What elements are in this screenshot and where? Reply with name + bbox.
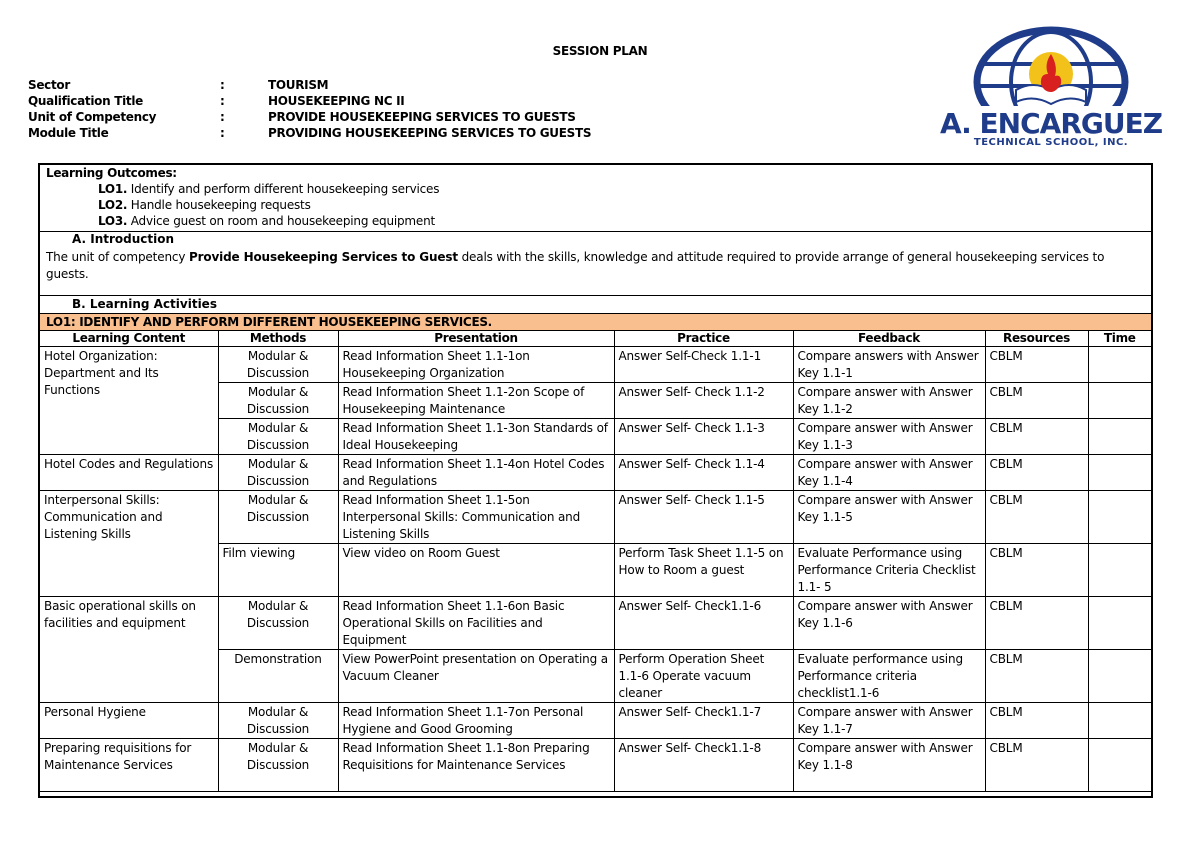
meta-value: HOUSEKEEPING NC II [268, 94, 405, 108]
cell-practice: Perform Operation Sheet 1.1-6 Operate vacuum cleaner [614, 650, 793, 703]
logo-subtitle: TECHNICAL SCHOOL, INC. [973, 137, 1129, 148]
table-row [40, 703, 1151, 739]
cell-presentation: View video on Room Guest [338, 544, 614, 597]
lo-text: Identify and perform different housekeeping services [127, 182, 440, 196]
meta-label: Qualification Title [28, 94, 144, 108]
cell-method: Modular & Discussion [218, 419, 338, 455]
cell-presentation: View PowerPoint presentation on Operating a Vacuum Cleaner [338, 650, 614, 703]
cell-resources: CBLM [985, 739, 1088, 792]
cell-method: Modular & Discussion [218, 491, 338, 544]
lo1-heading-band: LO1: IDENTIFY AND PERFORM DIFFERENT HOUSEKEEPING SERVICES. [40, 313, 1151, 331]
cell-method: Modular & Discussion [218, 383, 338, 419]
introduction-text [46, 249, 1145, 283]
column-header: Methods [218, 331, 338, 347]
meta-colon: : [220, 94, 225, 108]
meta-block [28, 77, 591, 141]
session-plan-frame [38, 163, 1153, 798]
cell-method: Modular & Discussion [218, 597, 338, 650]
cell-feedback: Compare answer with Answer Key 1.1-4 [793, 455, 985, 491]
cell-content: Hotel Codes and Regulations [40, 455, 218, 491]
logo-name: A. ENCARGUEZ [939, 107, 1163, 140]
cell-presentation: Read Information Sheet 1.1-7on Personal Hygiene and Good Grooming [338, 703, 614, 739]
cell-presentation: Read Information Sheet 1.1-8on Preparing Requisitions for Maintenance Services [338, 739, 614, 792]
cell-resources: CBLM [985, 650, 1088, 703]
cell-feedback: Compare answer with Answer Key 1.1-5 [793, 491, 985, 544]
lo-code: LO2. [98, 198, 128, 212]
cell-time [1088, 419, 1151, 455]
cell-presentation: Read Information Sheet 1.1-2on Scope of Housekeeping Maintenance [338, 383, 614, 419]
learning-outcomes [46, 165, 1147, 231]
cell-feedback: Compare answer with Answer Key 1.1-2 [793, 383, 985, 419]
meta-row-unit [28, 109, 591, 125]
learning-activities-heading: B. Learning Activities [72, 297, 217, 311]
introduction-heading: A. Introduction [72, 232, 175, 246]
cell-resources: CBLM [985, 347, 1088, 383]
cell-method: Demonstration [218, 650, 338, 703]
cell-practice: Answer Self- Check1.1-6 [614, 597, 793, 650]
cell-presentation: Read Information Sheet 1.1-1on Housekeeping Organization [338, 347, 614, 383]
column-header: Learning Content [40, 331, 218, 347]
column-header: Time [1088, 331, 1151, 347]
intro-text-before: The unit of competency [46, 250, 189, 264]
lo-item [46, 181, 1147, 197]
lo-code: LO1. [98, 182, 128, 196]
cell-feedback: Evaluate performance using Performance criteria checklist1.1-6 [793, 650, 985, 703]
lo-item [46, 213, 1147, 229]
meta-value: TOURISM [268, 78, 329, 92]
meta-row-qualification [28, 93, 591, 109]
cell-method: Modular & Discussion [218, 703, 338, 739]
column-header: Feedback [793, 331, 985, 347]
cell-method: Modular & Discussion [218, 347, 338, 383]
cell-time [1088, 650, 1151, 703]
cell-presentation: Read Information Sheet 1.1-5on Interpersonal Skills: Communication and Listening Skills [338, 491, 614, 544]
page-title: SESSION PLAN [552, 44, 648, 58]
meta-colon: : [220, 78, 225, 92]
cell-resources: CBLM [985, 703, 1088, 739]
table-row [40, 597, 1151, 650]
column-header: Presentation [338, 331, 614, 347]
cell-feedback: Compare answer with Answer Key 1.1-3 [793, 419, 985, 455]
divider [40, 295, 1151, 296]
cell-practice: Answer Self- Check1.1-7 [614, 703, 793, 739]
table-row [40, 491, 1151, 544]
cell-practice: Answer Self- Check 1.1-2 [614, 383, 793, 419]
table-row [40, 739, 1151, 792]
table-row [40, 347, 1151, 383]
meta-row-sector [28, 77, 591, 93]
meta-colon: : [220, 126, 225, 140]
school-logo [939, 24, 1163, 148]
column-header: Practice [614, 331, 793, 347]
cell-presentation: Read Information Sheet 1.1-6on Basic Operational Skills on Facilities and Equipment [338, 597, 614, 650]
cell-time [1088, 347, 1151, 383]
cell-feedback: Compare answer with Answer Key 1.1-7 [793, 703, 985, 739]
cell-practice: Answer Self- Check 1.1-4 [614, 455, 793, 491]
cell-presentation: Read Information Sheet 1.1-3on Standards of Ideal Housekeeping [338, 419, 614, 455]
cell-content: Hotel Organization: Department and Its Functions [40, 347, 218, 455]
cell-presentation: Read Information Sheet 1.1-4on Hotel Codes and Regulations [338, 455, 614, 491]
cell-content: Basic operational skills on facilities and equipment [40, 597, 218, 703]
cell-content: Interpersonal Skills: Communication and Listening Skills [40, 491, 218, 597]
column-header: Resources [985, 331, 1088, 347]
meta-label: Module Title [28, 126, 109, 140]
cell-method: Modular & Discussion [218, 455, 338, 491]
cell-time [1088, 455, 1151, 491]
cell-time [1088, 739, 1151, 792]
cell-practice: Answer Self- Check1.1-8 [614, 739, 793, 792]
cell-resources: CBLM [985, 491, 1088, 544]
meta-colon: : [220, 110, 225, 124]
cell-time [1088, 597, 1151, 650]
learning-activities-table [40, 331, 1151, 792]
intro-text-bold: Provide Housekeeping Services to Guest [188, 250, 458, 264]
cell-feedback: Compare answer with Answer Key 1.1-6 [793, 597, 985, 650]
lo-code: LO3. [98, 214, 128, 228]
cell-feedback: Evaluate Performance using Performance Criteria Checklist 1.1- 5 [793, 544, 985, 597]
cell-feedback: Compare answers with Answer Key 1.1-1 [793, 347, 985, 383]
cell-time [1088, 544, 1151, 597]
cell-time [1088, 491, 1151, 544]
meta-value: PROVIDING HOUSEKEEPING SERVICES TO GUESTS [268, 126, 592, 140]
cell-practice: Answer Self- Check 1.1-5 [614, 491, 793, 544]
lo-text: Advice guest on room and housekeeping equipment [127, 214, 435, 228]
cell-resources: CBLM [985, 597, 1088, 650]
cell-resources: CBLM [985, 455, 1088, 491]
cell-time [1088, 383, 1151, 419]
cell-resources: CBLM [985, 383, 1088, 419]
intro-text-after: deals with the skills, knowledge and attitude required to provide arrange of general housekeeping services to guests. [46, 250, 1105, 281]
meta-label: Unit of Competency [28, 110, 157, 124]
cell-practice: Answer Self- Check 1.1-3 [614, 419, 793, 455]
table-row [40, 455, 1151, 491]
cell-resources: CBLM [985, 419, 1088, 455]
cell-content: Preparing requisitions for Maintenance Services [40, 739, 218, 792]
cell-method: Film viewing [218, 544, 338, 597]
learning-outcomes-heading: Learning Outcomes: [46, 166, 177, 180]
lo-text: Handle housekeeping requests [127, 198, 311, 212]
cell-practice: Answer Self-Check 1.1-1 [614, 347, 793, 383]
cell-practice: Perform Task Sheet 1.1-5 on How to Room a guest [614, 544, 793, 597]
lo-item [46, 197, 1147, 213]
cell-time [1088, 703, 1151, 739]
meta-label: Sector [28, 78, 70, 92]
table-header-row [40, 331, 1151, 347]
divider [40, 231, 1151, 232]
cell-resources: CBLM [985, 544, 1088, 597]
cell-feedback: Compare answer with Answer Key 1.1-8 [793, 739, 985, 792]
meta-value: PROVIDE HOUSEKEEPING SERVICES TO GUESTS [268, 110, 576, 124]
cell-method: Modular & Discussion [218, 739, 338, 792]
meta-row-module [28, 125, 591, 141]
cell-content: Personal Hygiene [40, 703, 218, 739]
